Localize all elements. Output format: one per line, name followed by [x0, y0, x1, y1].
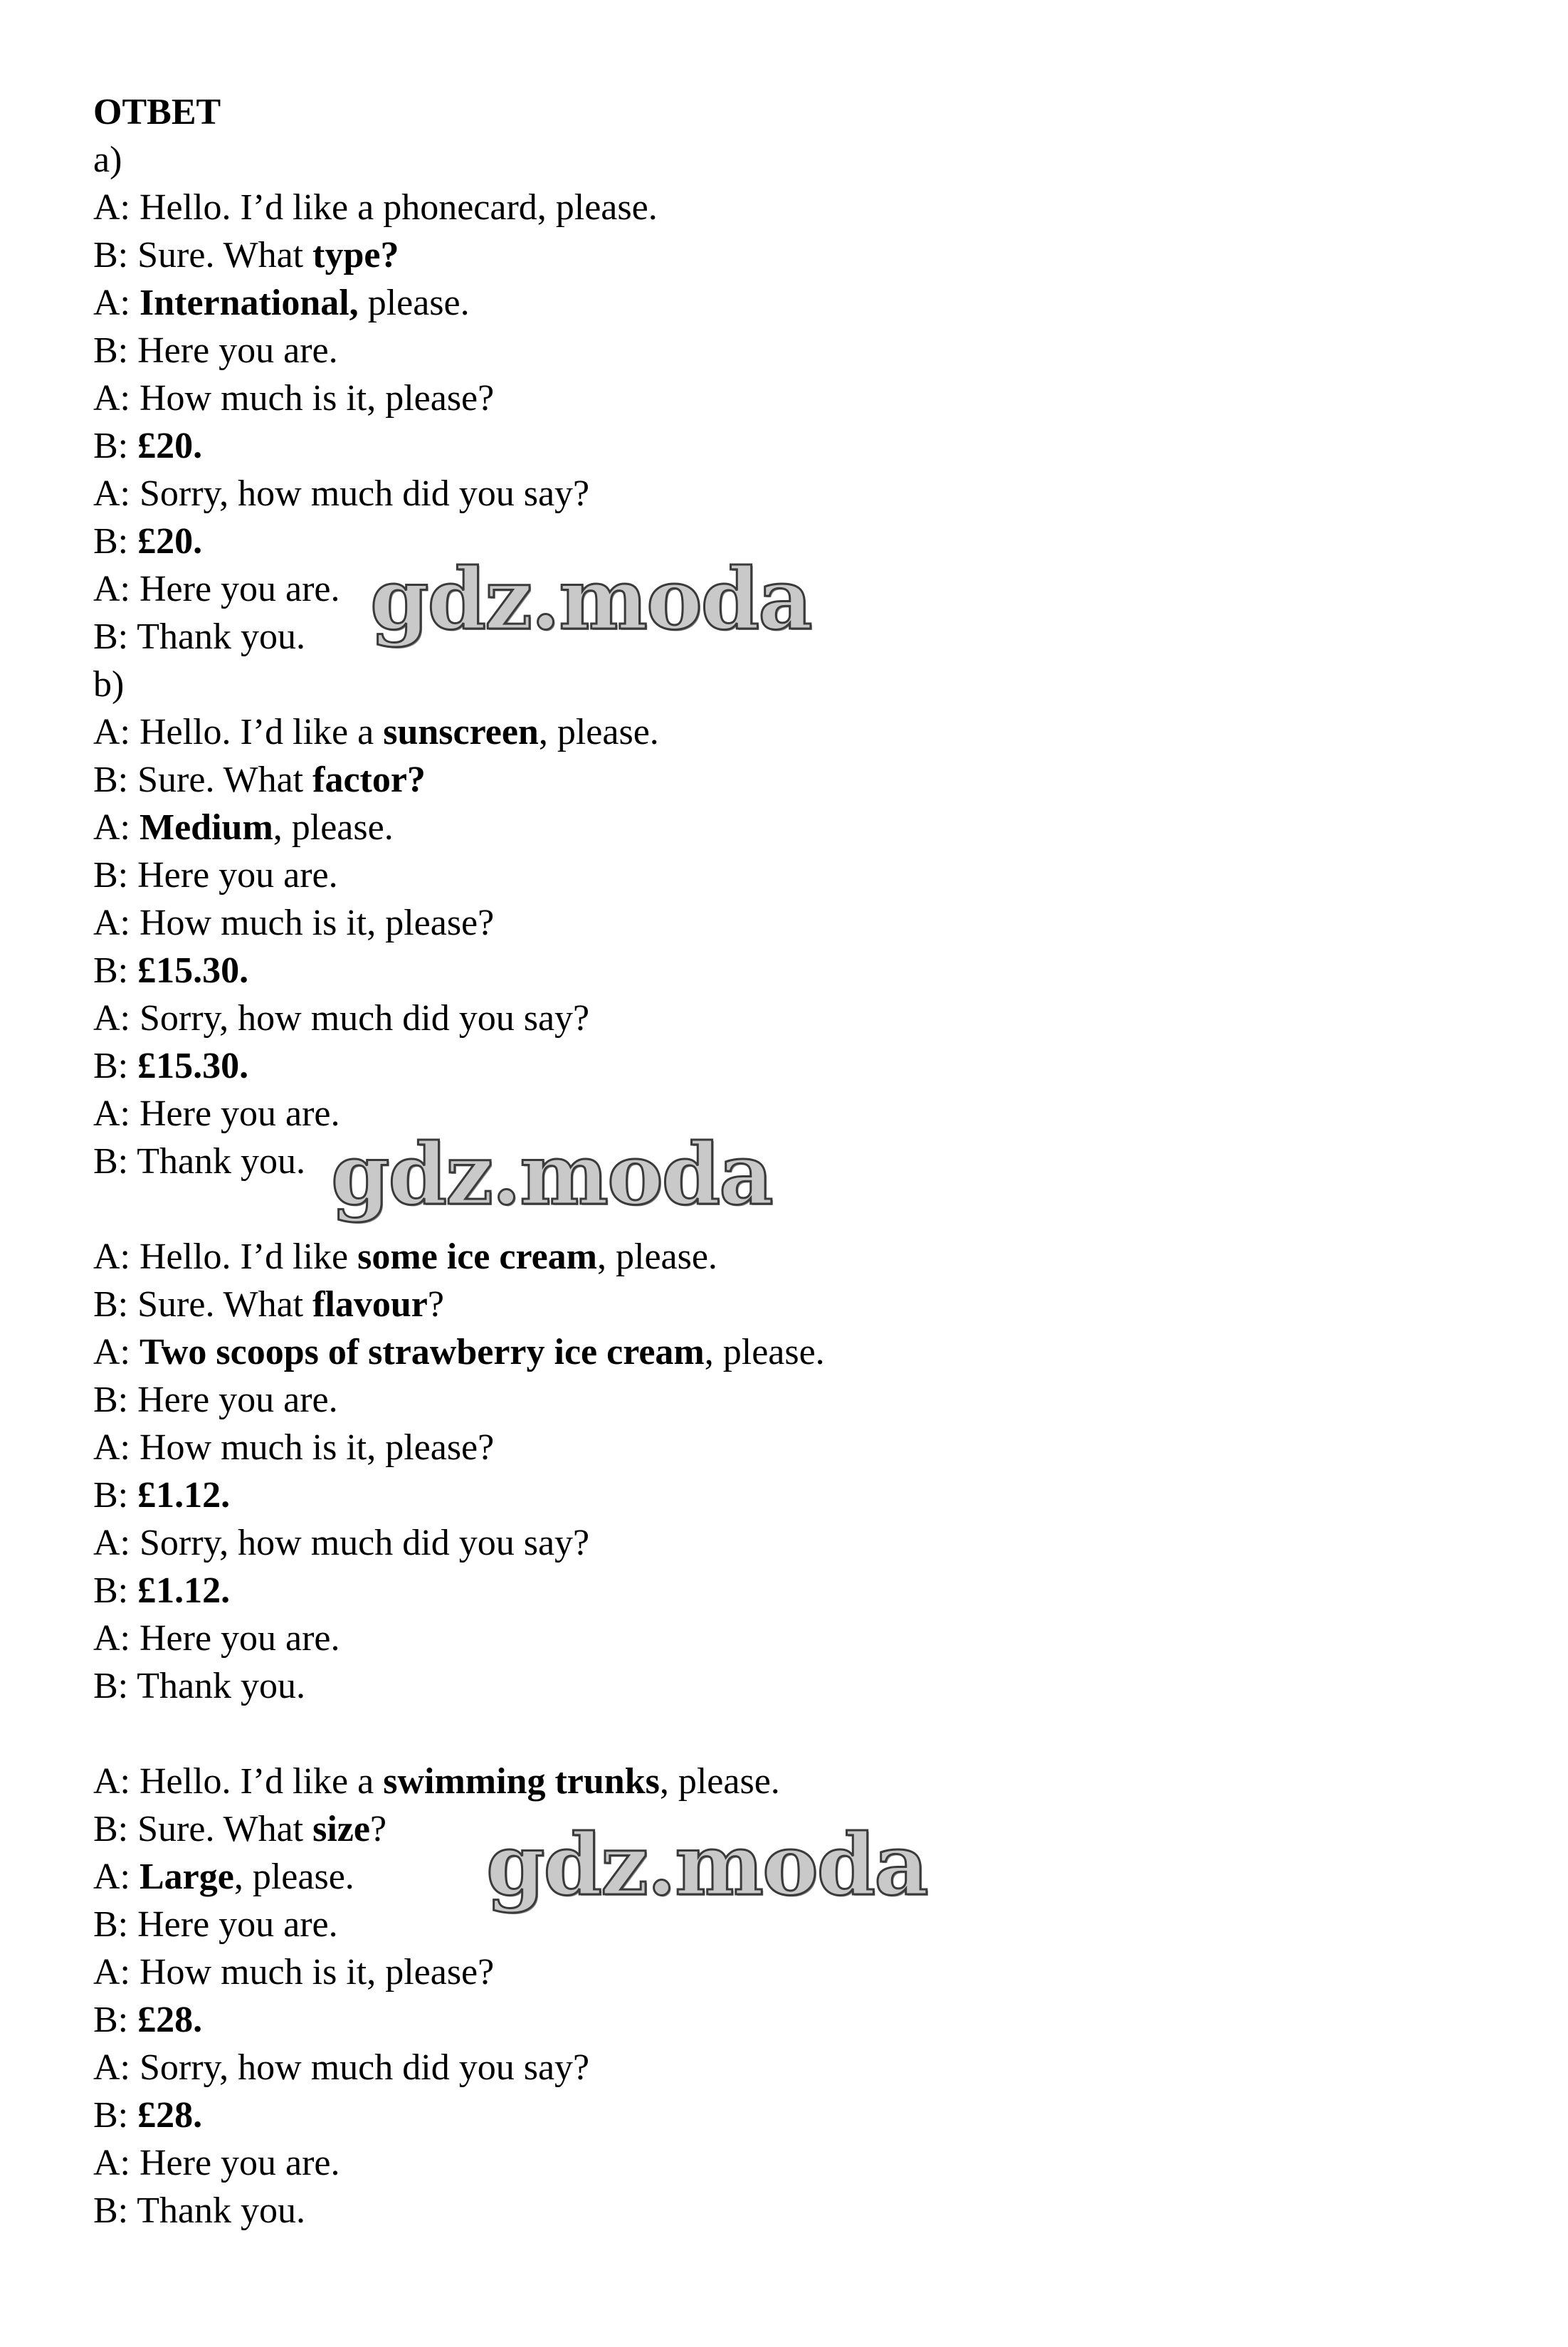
line-text: B: Thank you. — [93, 616, 306, 657]
dialogue-line — [93, 2094, 202, 2137]
line-text: A: How much is it, please? — [93, 1952, 495, 1992]
dialogue-line — [93, 1140, 305, 1183]
dialogue-line — [93, 902, 494, 945]
watermark-3: gdz.moda — [486, 1815, 927, 1914]
dialogue-line — [93, 1427, 494, 1469]
answer-highlight: £20. — [137, 426, 203, 466]
dialogue-line — [93, 234, 399, 277]
line-text: B: Here you are. — [93, 1380, 338, 1420]
dialogue-line — [93, 1665, 305, 1708]
dialogue-line — [93, 1760, 780, 1803]
watermark-2: gdz.moda — [331, 1125, 772, 1224]
line-text: , please. — [538, 712, 659, 752]
dialogue-line — [93, 568, 340, 611]
line-text: B: — [93, 1570, 138, 1611]
line-text: A: — [93, 1857, 140, 1897]
dialogue-line — [93, 520, 202, 563]
dialogue-line — [93, 663, 124, 706]
answer-highlight: swimming trunks — [383, 1761, 660, 1802]
line-text: B: Thank you. — [93, 2190, 306, 2231]
line-text: b) — [93, 664, 125, 705]
line-text: A: Hello. I’d like — [93, 1236, 358, 1277]
line-text: A: How much is it, please? — [93, 903, 495, 943]
answer-highlight: flavour — [312, 1284, 428, 1325]
dialogue-line — [93, 139, 122, 182]
dialogue-line — [93, 1236, 717, 1278]
line-text: A: Sorry, how much did you say? — [93, 998, 590, 1039]
line-text: B: Sure. What — [93, 235, 313, 275]
watermark-1: gdz.moda — [370, 550, 811, 649]
line-text: a) — [93, 140, 122, 180]
line-text: B: — [93, 1475, 138, 1516]
dialogue-line — [93, 1951, 494, 1994]
answer-highlight: £1.12. — [137, 1570, 231, 1611]
dialogue-line — [93, 2142, 340, 2185]
line-text: B: Here you are. — [93, 330, 338, 371]
line-text: A: Hello. I’d like a — [93, 712, 384, 752]
answer-highlight: £15.30. — [137, 1046, 249, 1086]
dialogue-line — [93, 997, 589, 1040]
answer-highlight: £28. — [137, 2095, 203, 2136]
line-text: B: — [93, 2000, 138, 2040]
dialogue-line — [93, 1856, 354, 1899]
line-text: B: Here you are. — [93, 1904, 338, 1945]
line-text: B: — [93, 2095, 138, 2136]
dialogue-line — [93, 2190, 305, 2232]
line-text: B: Sure. What — [93, 1809, 313, 1849]
dialogue-line — [93, 1904, 338, 1946]
dialogue-line — [93, 1617, 340, 1660]
answer-highlight: Medium — [140, 807, 273, 848]
line-text: A: Sorry, how much did you say? — [93, 2047, 590, 2088]
line-text: please. — [358, 283, 470, 323]
dialogue-line — [93, 759, 426, 802]
line-text: A: Here you are. — [93, 1618, 340, 1659]
line-text: ? — [427, 1284, 444, 1325]
line-text: A: Sorry, how much did you say? — [93, 1523, 590, 1563]
line-text: B: — [93, 521, 138, 562]
line-text: , please. — [704, 1332, 825, 1372]
dialogue-line — [93, 616, 305, 658]
dialogue-line — [93, 711, 659, 754]
dialogue-line — [93, 187, 658, 229]
answer-highlight: £28. — [137, 2000, 203, 2040]
dialogue-line — [93, 950, 248, 992]
line-text: A: How much is it, please? — [93, 378, 495, 419]
line-text: B: Thank you. — [93, 1141, 306, 1182]
answer-highlight: International, — [140, 283, 359, 323]
line-text: B: Thank you. — [93, 1666, 306, 1706]
answer-highlight: size — [312, 1809, 370, 1849]
dialogue-line — [93, 330, 338, 372]
line-text: B: — [93, 950, 138, 991]
dialogue-line — [93, 1570, 230, 1612]
answer-highlight: factor? — [312, 760, 426, 800]
answer-highlight: £20. — [137, 521, 203, 562]
dialogue-line — [93, 282, 470, 325]
answer-highlight: Two scoops of strawberry ice cream — [140, 1332, 705, 1372]
dialogue-line — [93, 1093, 340, 1135]
dialogue-line — [93, 1999, 202, 2042]
answer-highlight: type? — [312, 235, 399, 275]
line-text: ? — [369, 1809, 387, 1849]
dialogue-line — [93, 1808, 386, 1851]
line-text: A: Here you are. — [93, 1093, 340, 1134]
dialogue-line — [93, 1283, 444, 1326]
dialogue-line — [93, 1474, 230, 1517]
line-text: A: Here you are. — [93, 2143, 340, 2183]
dialogue-line — [93, 854, 338, 897]
answer-highlight: Large — [140, 1857, 234, 1897]
line-text: B: Sure. What — [93, 1284, 313, 1325]
dialogue-line — [93, 807, 394, 849]
line-text: A: — [93, 283, 140, 323]
line-text: B: — [93, 1046, 138, 1086]
line-text: B: Sure. What — [93, 760, 313, 800]
dialogue-line — [93, 1522, 589, 1565]
dialogue-line — [93, 377, 494, 420]
line-text: A: How much is it, please? — [93, 1427, 495, 1468]
line-text: , please. — [659, 1761, 780, 1802]
dialogue-line — [93, 2047, 589, 2089]
line-text: , please. — [273, 807, 394, 848]
line-text: , please. — [597, 1236, 717, 1277]
page-title: ОТВЕТ — [93, 92, 221, 132]
dialogue-line — [93, 1379, 338, 1422]
answer-highlight: sunscreen — [383, 712, 539, 752]
answer-highlight: £1.12. — [137, 1475, 231, 1516]
dialogue-line — [93, 473, 589, 515]
line-text: A: Hello. I’d like a — [93, 1761, 384, 1802]
line-text: A: — [93, 807, 140, 848]
dialogue-line — [93, 1045, 248, 1088]
line-text: , please. — [233, 1857, 354, 1897]
answer-highlight: some ice cream — [357, 1236, 597, 1277]
answer-highlight: £15.30. — [137, 950, 249, 991]
line-text: A: Sorry, how much did you say? — [93, 473, 590, 514]
line-text: A: Hello. I’d like a phonecard, please. — [93, 187, 658, 228]
line-text: A: — [93, 1332, 140, 1372]
dialogue-line — [93, 1331, 825, 1374]
line-text: A: Here you are. — [93, 569, 340, 609]
dialogue-line — [93, 425, 202, 468]
line-text: B: Here you are. — [93, 855, 338, 896]
line-text: B: — [93, 426, 138, 466]
